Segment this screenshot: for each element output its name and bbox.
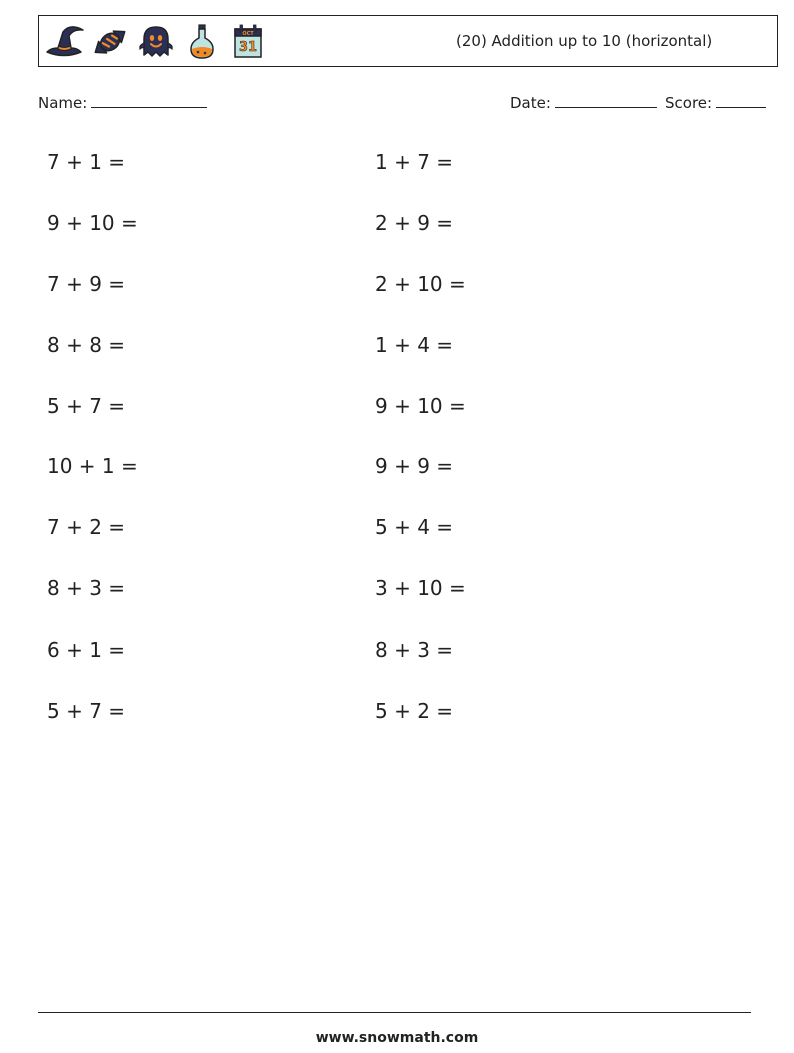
problem-right-6: 9 + 9 = — [375, 454, 454, 478]
worksheet-title: (20) Addition up to 10 (horizontal) — [456, 32, 713, 50]
problem-left-5: 5 + 7 = — [47, 394, 126, 418]
name-label: Name: — [38, 94, 88, 112]
problem-left-9: 6 + 1 = — [47, 638, 126, 662]
problem-right-2: 2 + 9 = — [375, 211, 454, 235]
calendar-day: 31 — [238, 40, 258, 55]
problem-right-8: 3 + 10 = — [375, 576, 466, 600]
problem-left-1: 7 + 1 = — [47, 150, 126, 174]
problem-left-4: 8 + 8 = — [47, 333, 126, 357]
problem-left-7: 7 + 2 = — [47, 515, 126, 539]
score-label: Score: — [665, 94, 713, 112]
problem-right-7: 5 + 4 = — [375, 515, 454, 539]
footer-divider — [38, 1012, 751, 1013]
footer-website: www.snowmath.com — [315, 1030, 479, 1046]
problem-left-8: 8 + 3 = — [47, 576, 126, 600]
problem-left-3: 7 + 9 = — [47, 272, 126, 296]
problem-right-10: 5 + 2 = — [375, 699, 454, 723]
problem-right-1: 1 + 7 = — [375, 150, 454, 174]
problem-right-4: 1 + 4 = — [375, 333, 454, 357]
problem-right-9: 8 + 3 = — [375, 638, 454, 662]
date-label: Date: — [510, 94, 551, 112]
problem-right-3: 2 + 10 = — [375, 272, 466, 296]
problem-left-10: 5 + 7 = — [47, 699, 126, 723]
problem-right-5: 9 + 10 = — [375, 394, 466, 418]
calendar-month: OCT — [242, 31, 254, 37]
problem-left-6: 10 + 1 = — [47, 454, 138, 478]
problem-left-2: 9 + 10 = — [47, 211, 138, 235]
